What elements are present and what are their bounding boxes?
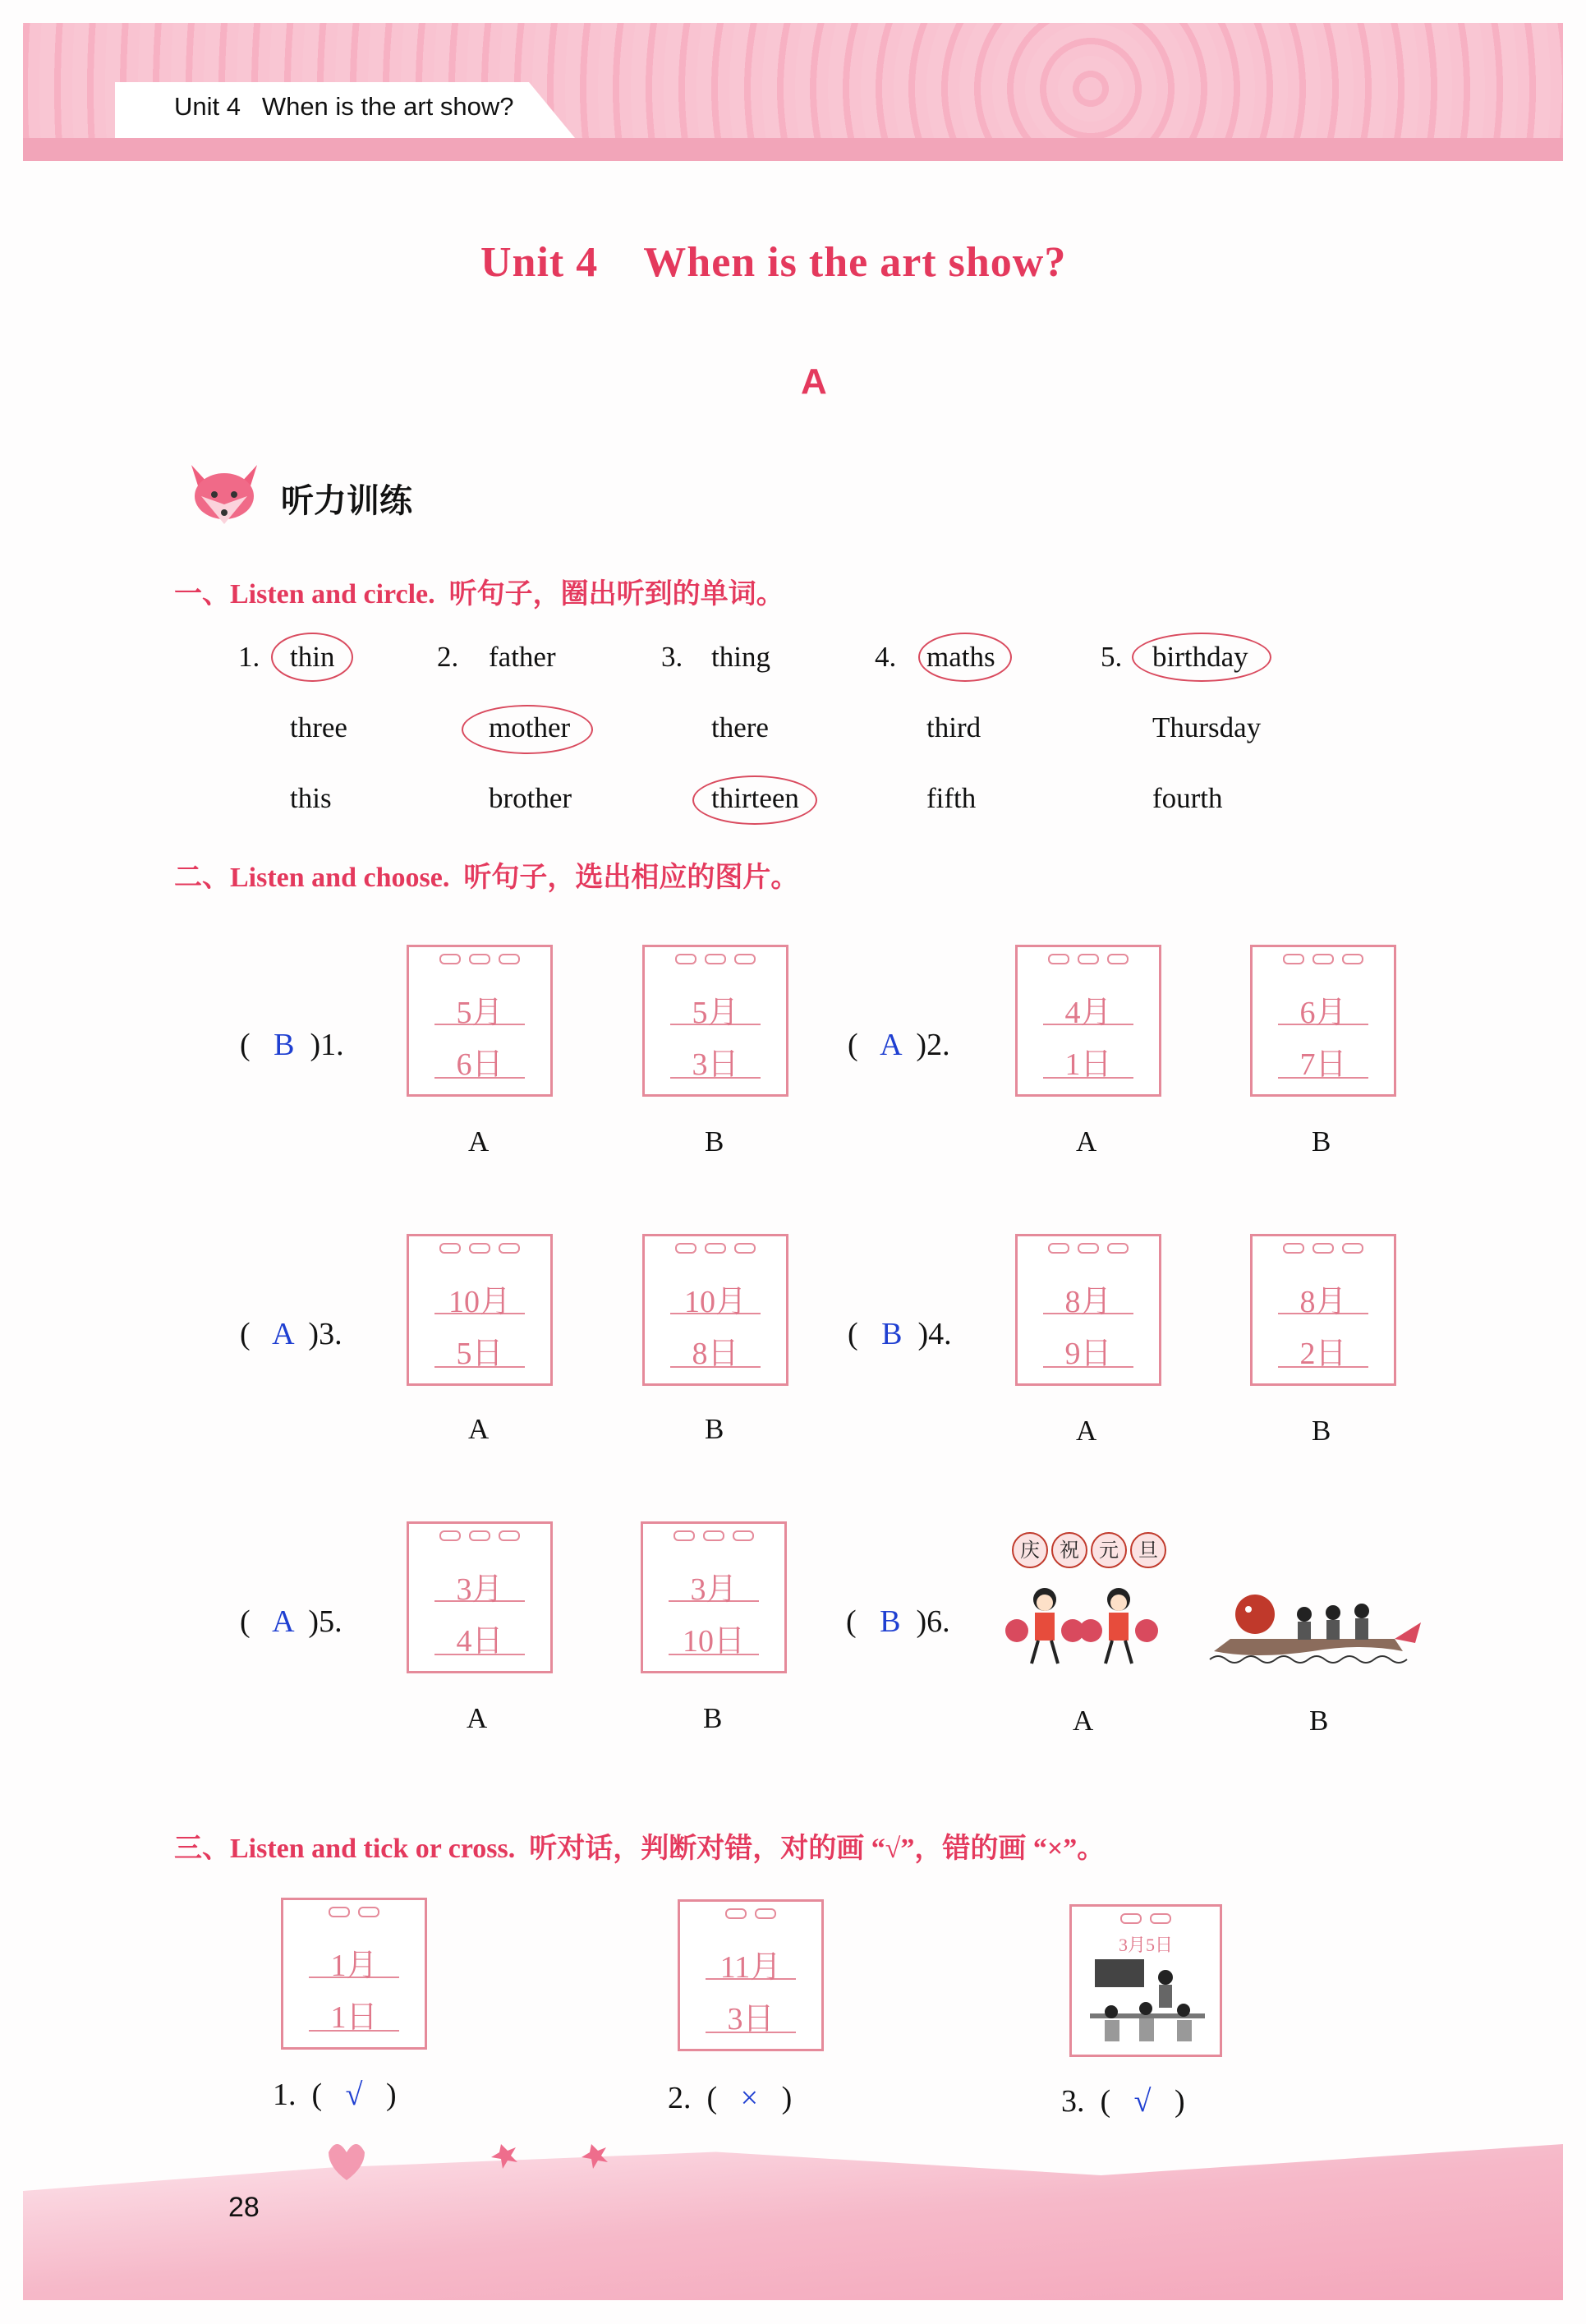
word-option: thirteen [711, 782, 799, 814]
word-option: maths [926, 641, 995, 673]
answer-paren: ( A )3. [240, 1317, 342, 1351]
calendar-card [281, 1898, 427, 2050]
calendar-day: 2日 [1299, 1336, 1347, 1371]
calendar-card [1250, 945, 1396, 1097]
calendar-month: 3月 [690, 1572, 738, 1608]
part2-instruction: 二、Listen and choose. 听句子，选出相应的图片。 [174, 863, 799, 893]
option-label: B [1312, 1125, 1331, 1157]
answer-paren: ( B )6. [846, 1604, 950, 1639]
calendar-day: 1日 [1064, 1047, 1112, 1082]
answer-value: B [274, 1028, 295, 1062]
word-option: three [290, 711, 347, 743]
heart-decoration-icon [320, 2128, 665, 2193]
calendar-card-picture [1069, 1904, 1222, 2057]
word-option: Thursday [1152, 711, 1262, 743]
item-number: 3. [661, 641, 683, 673]
word-option: birthday [1152, 641, 1248, 673]
calendar-month: 6月 [1299, 996, 1347, 1031]
word-option: there [711, 711, 769, 743]
item-number: 5. [1101, 641, 1123, 673]
word-option: mother [489, 711, 571, 743]
listening-training-title: 听力训练 [281, 482, 412, 520]
option-label: B [1309, 1705, 1329, 1737]
item-number: 2. [437, 641, 459, 673]
option-label: B [703, 1702, 723, 1734]
page-title: Unit 4 When is the art show? [480, 239, 1067, 286]
calendar-card [642, 1234, 788, 1386]
option-label: B [705, 1413, 724, 1445]
calendar-card [1015, 1234, 1161, 1386]
calendar-card [1015, 945, 1161, 1097]
calendar-month: 8月 [1064, 1285, 1112, 1320]
section-label: A [801, 361, 827, 402]
part1-instruction: 一、Listen and circle. 听句子，圈出听到的单词。 [174, 579, 784, 610]
calendar-day: 7日 [1299, 1047, 1347, 1082]
word-option: thin [290, 641, 335, 673]
answer-paren: ( A )5. [240, 1604, 342, 1639]
calendar-month: 3月 [456, 1572, 503, 1608]
option-label: A [1073, 1705, 1094, 1737]
dragon-boat-image [1206, 1573, 1429, 1672]
answer-paren: 3. ( √ ) [1061, 2084, 1185, 2119]
answer-value: A [272, 1604, 293, 1639]
fox-icon [185, 460, 264, 526]
calendar-card [407, 1521, 553, 1673]
calendar-card [641, 1521, 787, 1673]
word-option: father [489, 641, 556, 673]
dancing-children-image [995, 1581, 1168, 1672]
option-label: A [467, 1702, 488, 1734]
word-option: brother [489, 782, 572, 814]
answer-value: √ [1133, 2084, 1152, 2119]
answer-paren: 1. ( √ ) [273, 2078, 397, 2112]
calendar-month: 5月 [692, 996, 739, 1031]
calendar-day: 3日 [692, 1047, 739, 1082]
word-option: thing [711, 641, 770, 673]
running-header: Unit 4 When is the art show? [174, 92, 514, 121]
answer-value: A [880, 1028, 901, 1062]
part3-instruction: 三、Listen and tick or cross. 听对话，判断对错，对的画 “√”，错的画 “×”。 [174, 1834, 1106, 1864]
calendar-day: 1日 [330, 2000, 378, 2035]
answer-paren: ( A )2. [848, 1028, 950, 1062]
calendar-day: 10日 [682, 1623, 745, 1659]
new-year-banner: 庆 祝 元 旦 [1012, 1532, 1166, 1568]
item-number: 1. [238, 641, 260, 673]
word-option: this [290, 782, 332, 814]
calendar-card [407, 1234, 553, 1386]
answer-value: √ [345, 2078, 363, 2112]
calendar-day: 4日 [456, 1623, 503, 1659]
calendar-month: 5月 [456, 996, 503, 1031]
option-label: B [1312, 1415, 1331, 1447]
option-label: A [1076, 1415, 1097, 1447]
calendar-caption: 3月5日 [1118, 1935, 1173, 1955]
calendar-month: 1月 [330, 1949, 378, 1984]
word-option: fifth [926, 782, 977, 814]
answer-value: × [740, 2081, 759, 2115]
answer-value: A [272, 1317, 293, 1351]
calendar-day: 9日 [1064, 1336, 1112, 1371]
calendar-day: 8日 [692, 1336, 739, 1371]
answer-paren: ( B )1. [240, 1028, 344, 1062]
option-label: A [468, 1125, 490, 1157]
calendar-month: 10月 [448, 1285, 511, 1320]
calendar-card [678, 1899, 824, 2051]
calendar-card [407, 945, 553, 1097]
classroom-image [1087, 1954, 1208, 2050]
calendar-month: 8月 [1299, 1285, 1347, 1320]
option-label: A [1076, 1125, 1097, 1157]
answer-value: B [880, 1604, 901, 1639]
answer-paren: ( B )4. [848, 1317, 952, 1351]
calendar-day: 3日 [727, 2001, 775, 2036]
option-label: B [705, 1125, 724, 1157]
item-number: 4. [875, 641, 897, 673]
word-option: fourth [1152, 782, 1223, 814]
word-option: third [926, 711, 981, 743]
calendar-month: 4月 [1064, 996, 1112, 1031]
calendar-month: 11月 [719, 1950, 782, 1986]
header-stripe [23, 138, 1563, 161]
calendar-day: 6日 [456, 1047, 503, 1082]
page-number: 28 [228, 2192, 260, 2223]
calendar-card [642, 945, 788, 1097]
calendar-month: 10月 [683, 1285, 747, 1320]
option-label: A [468, 1413, 490, 1445]
calendar-day: 5日 [456, 1336, 503, 1371]
calendar-card [1250, 1234, 1396, 1386]
answer-value: B [881, 1317, 903, 1351]
answer-paren: 2. ( × ) [668, 2081, 793, 2115]
